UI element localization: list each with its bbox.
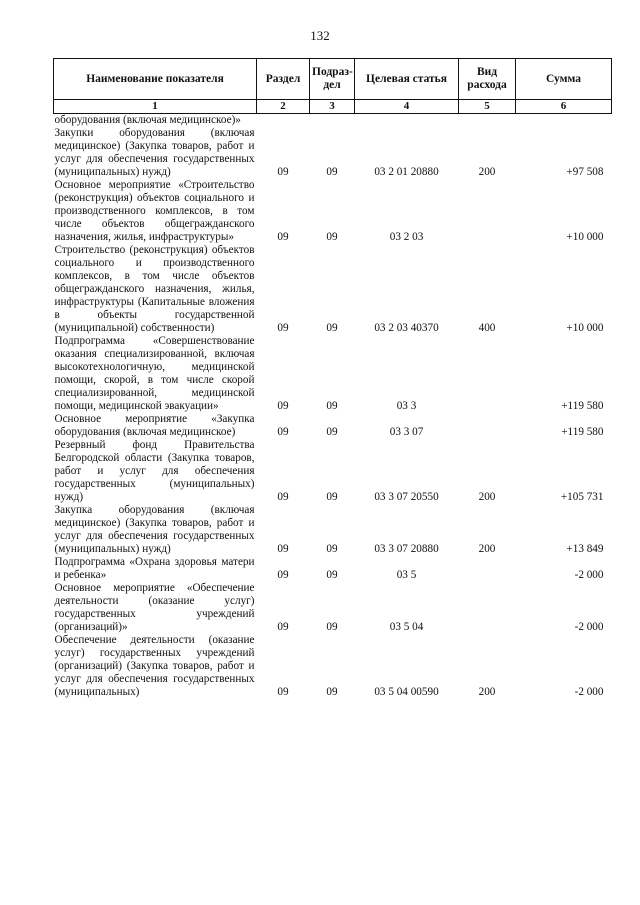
- row-section: 09: [277, 686, 289, 698]
- header-name: Наименование показателя: [54, 59, 257, 100]
- row-amount: +105 731: [560, 491, 604, 503]
- row-target: 03 3 07: [389, 426, 424, 438]
- row-subsection: 09: [326, 569, 338, 581]
- header-number: 3: [310, 100, 355, 114]
- header-subsection: Подраз-дел: [310, 59, 355, 100]
- header-target: Целевая статья: [355, 59, 459, 100]
- table-row: [54, 114, 612, 128]
- header-number: 6: [516, 100, 612, 114]
- row-amount: -2 000: [574, 621, 604, 633]
- header-number: 1: [54, 100, 257, 114]
- header-number: 2: [257, 100, 310, 114]
- row-amount: +119 580: [561, 426, 604, 438]
- row-section: 09: [277, 166, 289, 178]
- row-amount: [516, 114, 612, 128]
- row-section: 09: [277, 231, 289, 243]
- header-number: 4: [355, 100, 459, 114]
- row-subsection: [310, 114, 355, 128]
- row-section: 09: [277, 569, 289, 581]
- row-target: 03 5 04: [389, 621, 424, 633]
- row-subsection: 09: [326, 621, 338, 633]
- row-target: 03 3 07 20880: [374, 543, 439, 555]
- header-amount: Сумма: [516, 59, 612, 100]
- row-name: Основное мероприятие «Обеспечение деятельности (оказание услуг) государственных учреждений (организаций)»: [54, 582, 255, 633]
- table-header: [54, 59, 612, 114]
- table-row: [54, 556, 612, 582]
- table-row: [54, 335, 612, 413]
- row-subsection: 09: [326, 426, 338, 438]
- table-row: [54, 634, 612, 699]
- row-section: 09: [277, 400, 289, 412]
- row-name: Закупка оборудования (включая медицинское) (Закупка товаров, работ и услуг для обеспечения государственных (муниципальных) нужд): [54, 504, 255, 555]
- row-subsection: 09: [326, 686, 338, 698]
- row-section: [257, 114, 310, 128]
- row-amount: +13 849: [566, 543, 604, 555]
- row-section: 09: [277, 426, 289, 438]
- table-row: [54, 413, 612, 439]
- row-section: 09: [277, 491, 289, 503]
- row-amount: +10 000: [566, 322, 604, 334]
- row-name: Основное мероприятие «Строительство (реконструкция) объектов социального и производственного комплексов, в том числе объектов общегражданского назначения, жилья, инфраструктуры»: [54, 179, 255, 243]
- row-expense-type: [459, 179, 516, 244]
- row-target: 03 3 07 20550: [374, 491, 439, 503]
- table-row: [54, 127, 612, 179]
- row-expense-type: 200: [478, 166, 496, 178]
- row-subsection: 09: [326, 166, 338, 178]
- row-name: Основное мероприятие «Закупка оборудования (включая медицинское): [54, 413, 255, 438]
- row-section: 09: [277, 322, 289, 334]
- row-target: 03 3: [396, 400, 417, 412]
- row-expense-type: 200: [478, 491, 496, 503]
- row-expense-type: [459, 413, 516, 439]
- row-name: оборудования (включая медицинское)»: [54, 114, 241, 126]
- row-expense-type: 200: [478, 543, 496, 555]
- row-section: 09: [277, 543, 289, 555]
- header-section: Раздел: [257, 59, 310, 100]
- row-expense-type: [459, 556, 516, 582]
- table-row: [54, 582, 612, 634]
- row-subsection: 09: [326, 322, 338, 334]
- row-target: 03 2 03: [389, 231, 424, 243]
- row-section: 09: [277, 621, 289, 633]
- row-expense-type: [459, 114, 516, 128]
- row-expense-type: 400: [478, 322, 496, 334]
- row-subsection: 09: [326, 231, 338, 243]
- page-number: 132: [310, 28, 330, 43]
- row-name: Подпрограмма «Охрана здоровья матери и ребенка»: [54, 556, 255, 581]
- row-target: [355, 114, 459, 128]
- row-amount: -2 000: [574, 686, 604, 698]
- table-row: [54, 439, 612, 504]
- row-target: 03 5 04 00590: [374, 686, 439, 698]
- row-subsection: 09: [326, 543, 338, 555]
- table-row: [54, 244, 612, 335]
- row-expense-type: [459, 335, 516, 413]
- row-target: 03 2 03 40370: [374, 322, 439, 334]
- row-amount: +97 508: [566, 166, 604, 178]
- row-expense-type: 200: [478, 686, 496, 698]
- row-subsection: 09: [326, 491, 338, 503]
- row-amount: +10 000: [566, 231, 604, 243]
- row-target: 03 5: [396, 569, 417, 581]
- header-expense-type: Вид расхода: [459, 59, 516, 100]
- row-name: Строительство (реконструкция) объектов социального и производственного комплексов, в том числе объектов общегражданского назначения, жилья, инфраструктуры (Капитальные вложения в объекты государственной (муниципальной) собственности): [54, 244, 255, 334]
- row-expense-type: [459, 582, 516, 634]
- header-number: 5: [459, 100, 516, 114]
- table-row: [54, 504, 612, 556]
- budget-table: [53, 58, 612, 699]
- row-amount: +119 580: [561, 400, 604, 412]
- row-name: Подпрограмма «Совершенствование оказания специализированной, включая высокотехнологичную, медицинской помощи, скорой, в том числе скорой специализированной, медицинской помощи, медицинской эвакуации»: [54, 335, 255, 412]
- row-name: Обеспечение деятельности (оказание услуг) государственных учреждений (организаций) (Закупка товаров, работ и услуг для обеспечения государственных (муниципальных): [54, 634, 255, 698]
- row-subsection: 09: [326, 400, 338, 412]
- table-body: [54, 114, 612, 700]
- row-target: 03 2 01 20880: [374, 166, 439, 178]
- row-name: Закупки оборудования (включая медицинское) (Закупка товаров, работ и услуг для обеспечения государственных (муниципальных) нужд): [54, 127, 255, 178]
- row-name: Резервный фонд Правительства Белгородской области (Закупка товаров, работ и услуг для обеспечения государственных (муниципальных) нужд): [54, 439, 255, 503]
- row-amount: -2 000: [574, 569, 604, 581]
- table-row: [54, 179, 612, 244]
